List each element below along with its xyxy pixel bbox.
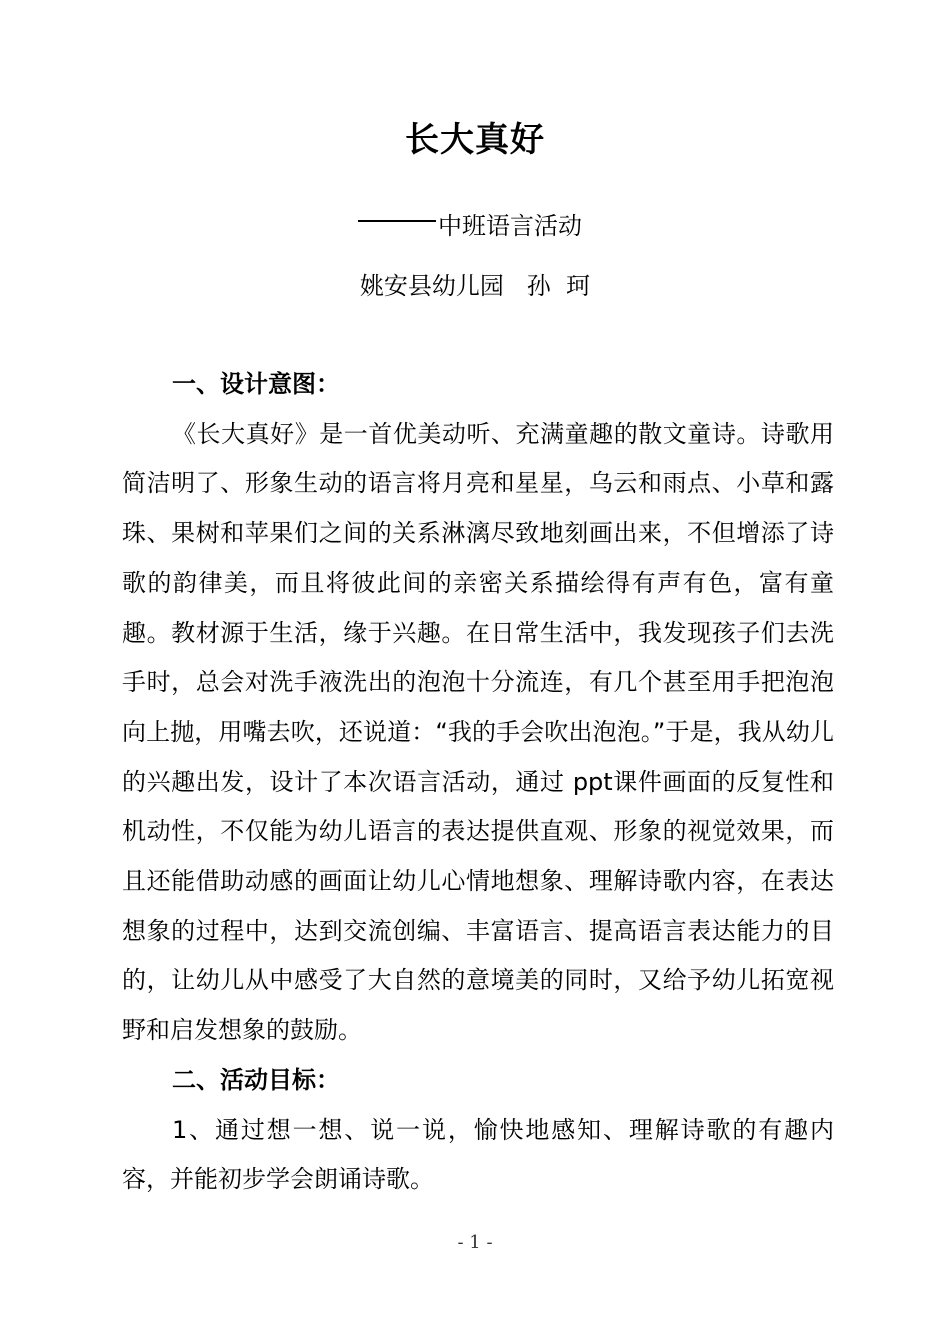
subtitle-dash <box>358 220 436 222</box>
section-heading-goals: 二、活动目标： <box>172 1065 340 1094</box>
paragraph-design-intent: 《长大真好》是一首优美动听、充满童趣的散文童诗。诗歌用简洁明了、形象生动的语言将月亮和星星，乌云和雨点、小草和露珠、果树和苹果们之间的关系淋漓尽致地刻画出来，不但增添了诗歌的韵律美，而且将彼此间的亲密关系描绘得有声有色，富有童趣。教材源于生活，缘于兴趣。在日常生活中，我发现孩子们去洗手时，总会对洗手液洗出的泡泡十分流连，有几个甚至用手把泡泡向上抛，用嘴去吹，还说道：“我的手会吹出泡泡。”于是，我从幼儿的兴趣出发，设计了本次语言活动，通过 ppt课件画面的反复性和机动性，不仅能为幼儿语言的表达提供直观、形象的视觉效果，而且还能借助动感的画面让幼儿心情地想象、理解诗歌内容，在表达想象的过程中，达到交流创编、丰富语言、提高语言表达能力的目的，让幼儿从中感受了大自然的意境美的同时，又给予幼儿拓宽视野和启发想象的鼓励。 <box>122 419 834 1045</box>
section-heading-design: 一、设计意图： <box>172 370 340 398</box>
subtitle-text: 中班语言活动 <box>438 212 582 240</box>
document-body <box>122 360 834 1205</box>
document-title: 长大真好 <box>405 120 545 160</box>
document-subtitle <box>358 206 582 241</box>
page-number: - 1 - <box>457 1232 493 1253</box>
document-author: 姚安县幼儿园 孙 珂 <box>359 272 591 300</box>
paragraph-goal-1: 1、通过想一想、说一说，愉快地感知、理解诗歌的有趣内容，并能初步学会朗诵诗歌。 <box>122 1115 834 1194</box>
